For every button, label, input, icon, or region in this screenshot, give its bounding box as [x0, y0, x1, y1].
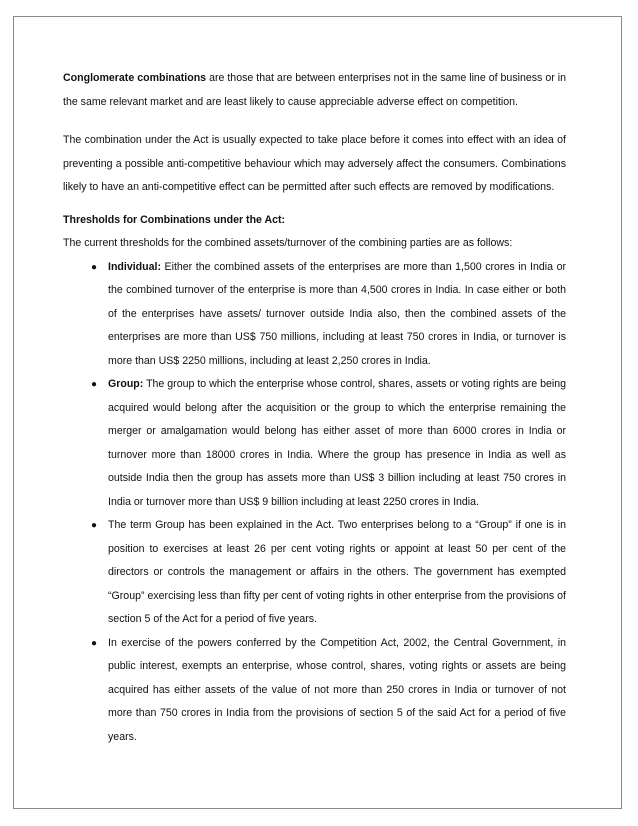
list-item-term: Group:: [108, 378, 144, 390]
thresholds-list: [63, 256, 566, 750]
paragraph-conglomerate-text: are those that are between enterprises not in the same line of business or in the same relevant market and are least likely to cause appreciable adverse effect on competition.: [63, 72, 566, 108]
list-item-exemption: [63, 632, 566, 750]
term-conglomerate: Conglomerate combinations: [63, 72, 207, 84]
document-body: [63, 67, 566, 749]
paragraph-conglomerate: [63, 67, 566, 114]
list-item-individual: [63, 256, 566, 374]
list-item-text: Either the combined assets of the enterprises are more than 1,500 crores in India or the combined turnover of the enterprise is more than 4,500 crores in India. In case either or both of the enterprises have assets/ turnover outside India also, then the combined assets of the enterprises are more than US$ 750 millions, including at least 750 crores in India, or turnover is more than US$ 2250 millions, including at least 2,250 crores in India.: [108, 260, 566, 367]
bullet-icon: ●: [91, 261, 98, 273]
bullet-icon: ●: [91, 520, 98, 531]
list-item-text: The term Group has been explained in the Act. Two enterprises belong to a “Group” if one is in position to exercises at least 26 per cent voting rights or appoint at least 50 per cent of the directors or controls the management or affairs in the others. The government has exempted “Group” exercising less than fifty per cent of voting rights in other enterprise from the provisions of section 5 of the Act for a period of five years.: [108, 519, 566, 625]
list-item-text: The group to which the enterprise whose control, shares, assets or voting rights are being acquired would belong after the acquisition or the group to which the enterprise remaining the merger or amalgamation would belong has either asset of more than 6000 crores in India or turnover more than 18000 crores in India. Where the group has presence in India as well as outside India then the group has assets more than US$ 3 billion including at least 750 crores in India or turnover more than US$ 9 billion including at least 2250 crores in India.: [108, 378, 566, 508]
list-item-group: [63, 373, 566, 514]
list-item-term: Individual:: [108, 260, 161, 273]
bullet-icon: ●: [91, 637, 98, 649]
section-heading: Thresholds for Combinations under the Act:: [63, 213, 286, 226]
list-item-group-definition: [63, 514, 566, 632]
thresholds-intro: The current thresholds for the combined assets/turnover of the combining parties are as follows:: [63, 237, 513, 249]
bullet-icon: ●: [91, 379, 98, 390]
paragraph-combination: The combination under the Act is usually expected to take place before it comes into effect with an idea of preventing a possible anti-competitive behaviour which may adversely affect the consumers. Combinations likely to have an anti-competitive effect can be permitted after such effects are removed by modifications.: [63, 134, 566, 193]
list-item-text: In exercise of the powers conferred by the Competition Act, 2002, the Central Government, in public interest, exempts an enterprise, whose control, shares, voting rights or assets are being acquired has either assets of the value of not more than 250 crores in India or turnover of not more than 750 crores in India from the provisions of section 5 of the said Act for a period of five years.: [108, 636, 566, 743]
